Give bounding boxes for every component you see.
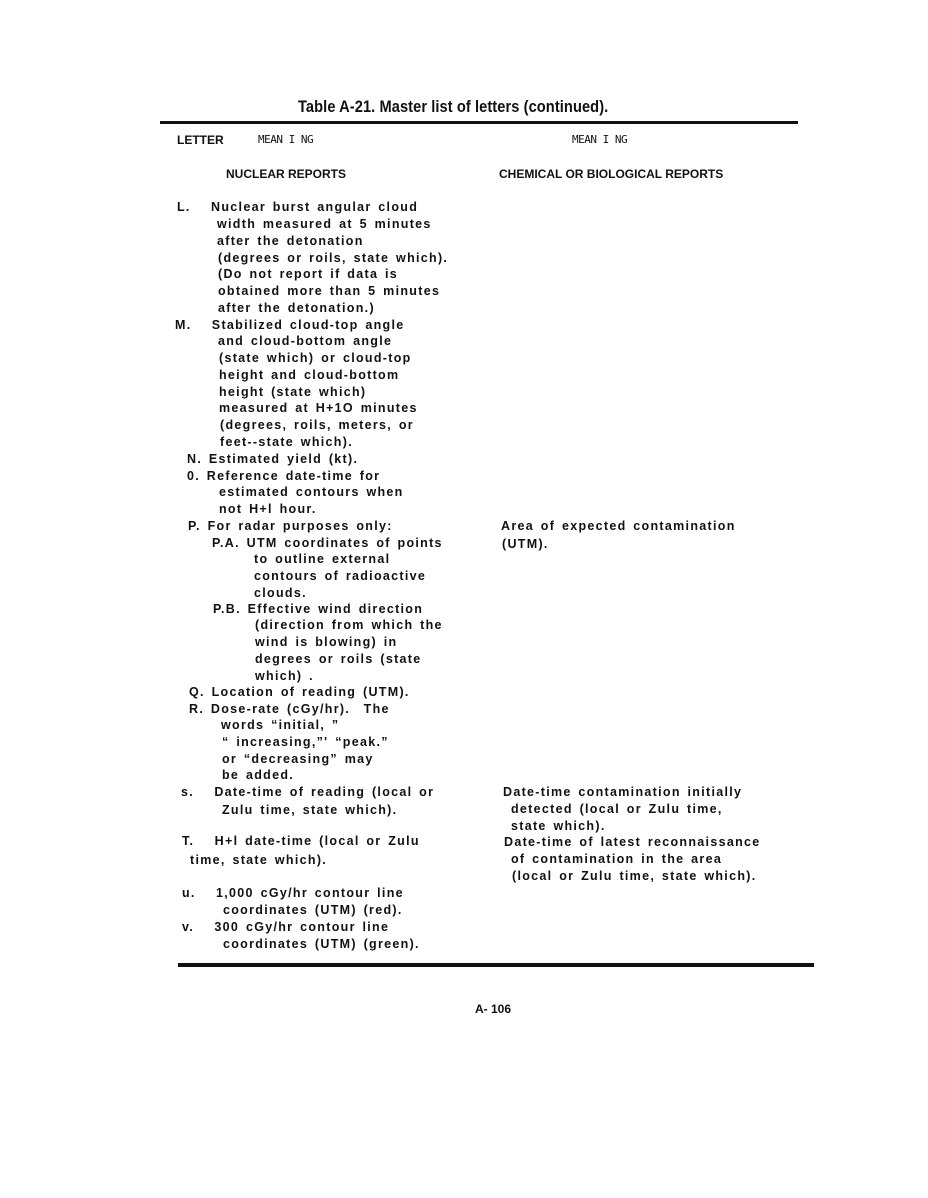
table-title: Table A-21. Master list of letters (continued). bbox=[298, 97, 609, 116]
header-letter: LETTER bbox=[177, 133, 224, 147]
nuclear-line: time, state which). bbox=[190, 853, 328, 867]
nuclear-line: degrees or roils (state bbox=[255, 652, 422, 666]
nuclear-line: Zulu time, state which). bbox=[222, 803, 398, 817]
nuclear-line: clouds. bbox=[254, 586, 307, 600]
header-chem-bio-reports: CHEMICAL OR BIOLOGICAL REPORTS bbox=[499, 167, 724, 181]
nuclear-line: Q. Location of reading (UTM). bbox=[189, 685, 410, 699]
nuclear-line: (Do not report if data is bbox=[218, 267, 398, 281]
bottom-rule bbox=[178, 963, 814, 967]
chem-bio-line: state which). bbox=[511, 819, 606, 833]
header-nuclear-reports: NUCLEAR REPORTS bbox=[226, 167, 347, 181]
chem-bio-line: Date-time contamination initially bbox=[503, 785, 743, 799]
nuclear-line: (degrees or roils, state which). bbox=[218, 251, 449, 265]
chem-bio-line: Area of expected contamination bbox=[501, 519, 736, 533]
nuclear-line: u. 1,000 cGy/hr contour line bbox=[182, 886, 404, 900]
nuclear-line: wind is blowing) in bbox=[255, 635, 398, 649]
nuclear-line: to outline external bbox=[254, 552, 391, 566]
nuclear-line: (state which) or cloud-top bbox=[219, 351, 412, 365]
nuclear-line: N. Estimated yield (kt). bbox=[187, 452, 359, 466]
chem-bio-line: detected (local or Zulu time, bbox=[511, 802, 723, 816]
chem-bio-line: (local or Zulu time, state which). bbox=[512, 869, 757, 883]
nuclear-line: height (state which) bbox=[219, 385, 367, 399]
nuclear-line: after the detonation.) bbox=[218, 301, 375, 315]
nuclear-line: L. Nuclear burst angular cloud bbox=[177, 200, 419, 214]
nuclear-line: width measured at 5 minutes bbox=[217, 217, 432, 231]
nuclear-line: M. Stabilized cloud-top angle bbox=[175, 318, 405, 332]
nuclear-line: “ increasing,”' “peak.” bbox=[222, 735, 389, 749]
top-rule bbox=[160, 121, 798, 124]
nuclear-line: which) . bbox=[255, 669, 314, 683]
nuclear-line: obtained more than 5 minutes bbox=[218, 284, 441, 298]
nuclear-line: and cloud-bottom angle bbox=[218, 334, 393, 348]
nuclear-line: P. For radar purposes only: bbox=[188, 519, 393, 533]
nuclear-line: height and cloud-bottom bbox=[219, 368, 400, 382]
nuclear-line: estimated contours when bbox=[219, 485, 404, 499]
nuclear-line: 0. Reference date-time for bbox=[187, 469, 381, 483]
nuclear-line: words “initial, ” bbox=[221, 718, 340, 732]
nuclear-line: (direction from which the bbox=[255, 618, 443, 632]
nuclear-line: T. H+l date-time (local or Zulu bbox=[182, 834, 420, 848]
chem-bio-line: (UTM). bbox=[502, 537, 549, 551]
chem-bio-line: Date-time of latest reconnaissance bbox=[504, 835, 761, 849]
nuclear-line: contours of radioactive bbox=[254, 569, 427, 583]
nuclear-line: not H+l hour. bbox=[219, 502, 317, 516]
nuclear-line: R. Dose-rate (cGy/hr). The bbox=[189, 702, 390, 716]
nuclear-line: s. Date-time of reading (local or bbox=[181, 785, 435, 799]
header-meaning-left: MEAN I NG bbox=[258, 133, 314, 146]
chem-bio-line: of contamination in the area bbox=[511, 852, 723, 866]
nuclear-line: P.A. UTM coordinates of points bbox=[212, 536, 443, 550]
nuclear-line: feet--state which). bbox=[220, 435, 353, 449]
nuclear-line: coordinates (UTM) (red). bbox=[223, 903, 403, 917]
nuclear-line: be added. bbox=[222, 768, 295, 782]
nuclear-line: v. 300 cGy/hr contour line bbox=[182, 920, 390, 934]
page-number: A- 106 bbox=[475, 1002, 512, 1016]
nuclear-line: (degrees, roils, meters, or bbox=[220, 418, 414, 432]
nuclear-line: coordinates (UTM) (green). bbox=[223, 937, 420, 951]
nuclear-line: or “decreasing” may bbox=[222, 752, 374, 766]
nuclear-line: P.B. Effective wind direction bbox=[213, 602, 424, 616]
header-meaning-right: MEAN I NG bbox=[572, 133, 628, 146]
nuclear-line: after the detonation bbox=[217, 234, 364, 248]
nuclear-line: measured at H+1O minutes bbox=[219, 401, 418, 415]
